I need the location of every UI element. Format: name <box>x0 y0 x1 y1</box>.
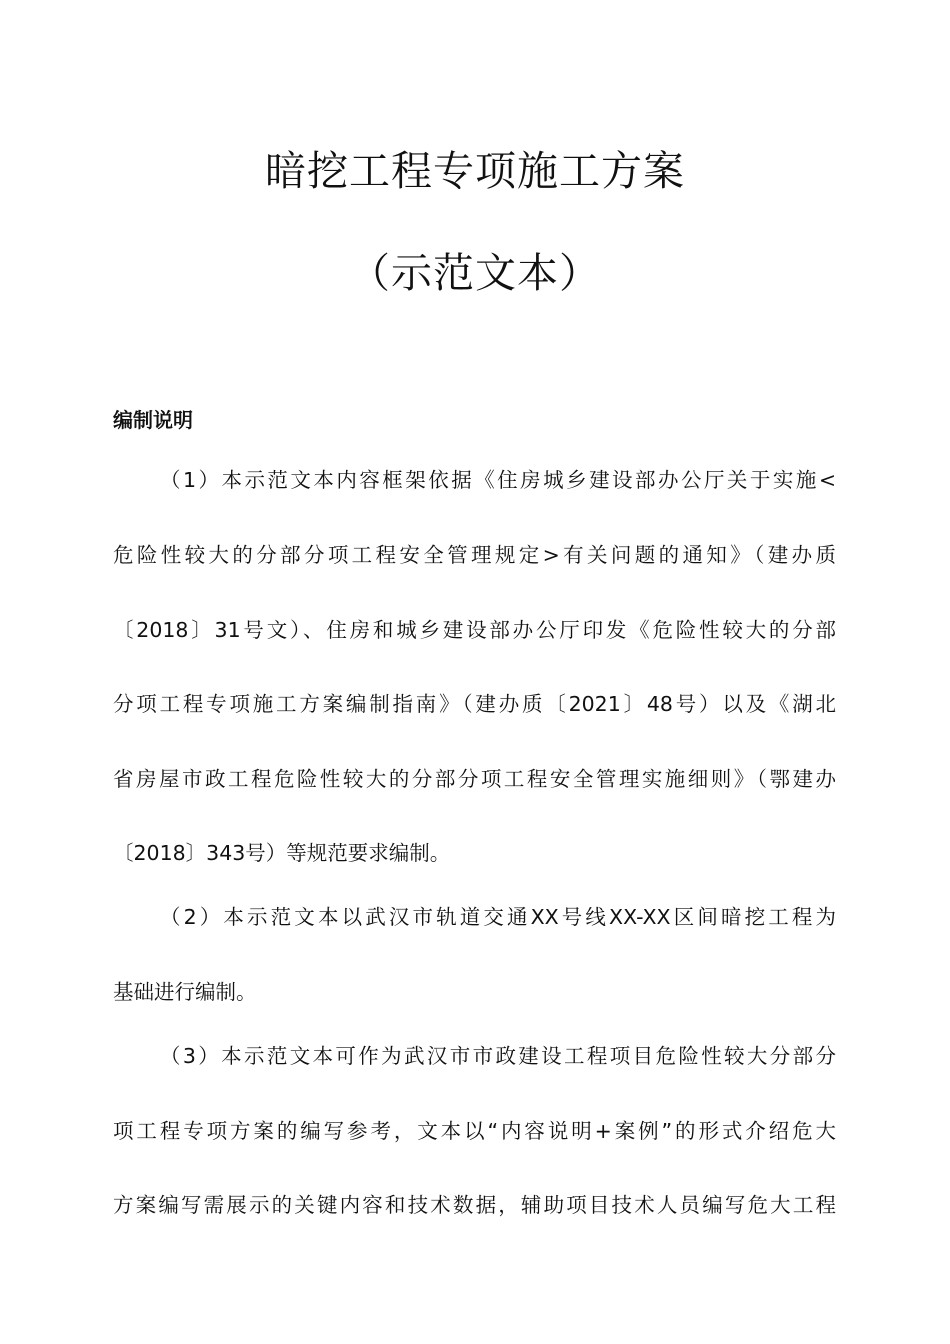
paragraph-line: 危险性较大的分部分项工程安全管理规定>有关问题的通知》（建办质 <box>113 543 836 567</box>
paragraph-line: （2）本示范文本以武汉市轨道交通XX号线XX-XX区间暗挖工程为 <box>160 905 836 929</box>
section-heading: 编制说明 <box>113 408 193 432</box>
paragraph-line: 分项工程专项施工方案编制指南》（建办质〔2021〕48号）以及《湖北 <box>113 692 836 716</box>
paragraph-line: 〔2018〕343号）等规范要求编制。 <box>113 841 451 865</box>
document-title: 暗挖工程专项施工方案 <box>265 147 685 195</box>
paragraph-line: 省房屋市政工程危险性较大的分部分项工程安全管理实施细则》（鄂建办 <box>113 767 836 791</box>
paragraph-line: 项工程专项方案的编写参考，文本以“内容说明+案例”的形式介绍危大 <box>113 1119 836 1143</box>
paragraph-line: 方案编写需展示的关键内容和技术数据，辅助项目技术人员编写危大工程 <box>113 1193 836 1217</box>
document-subtitle: （示范文本） <box>349 249 601 297</box>
paragraph-line: 〔2018〕31号文）、住房和城乡建设部办公厅印发《危险性较大的分部 <box>113 618 836 642</box>
paragraph-line: （3）本示范文本可作为武汉市市政建设工程项目危险性较大分部分 <box>160 1044 836 1068</box>
paragraph-line: （1）本示范文本内容框架依据《住房城乡建设部办公厅关于实施< <box>160 468 836 492</box>
paragraph-line: 基础进行编制。 <box>113 980 257 1004</box>
